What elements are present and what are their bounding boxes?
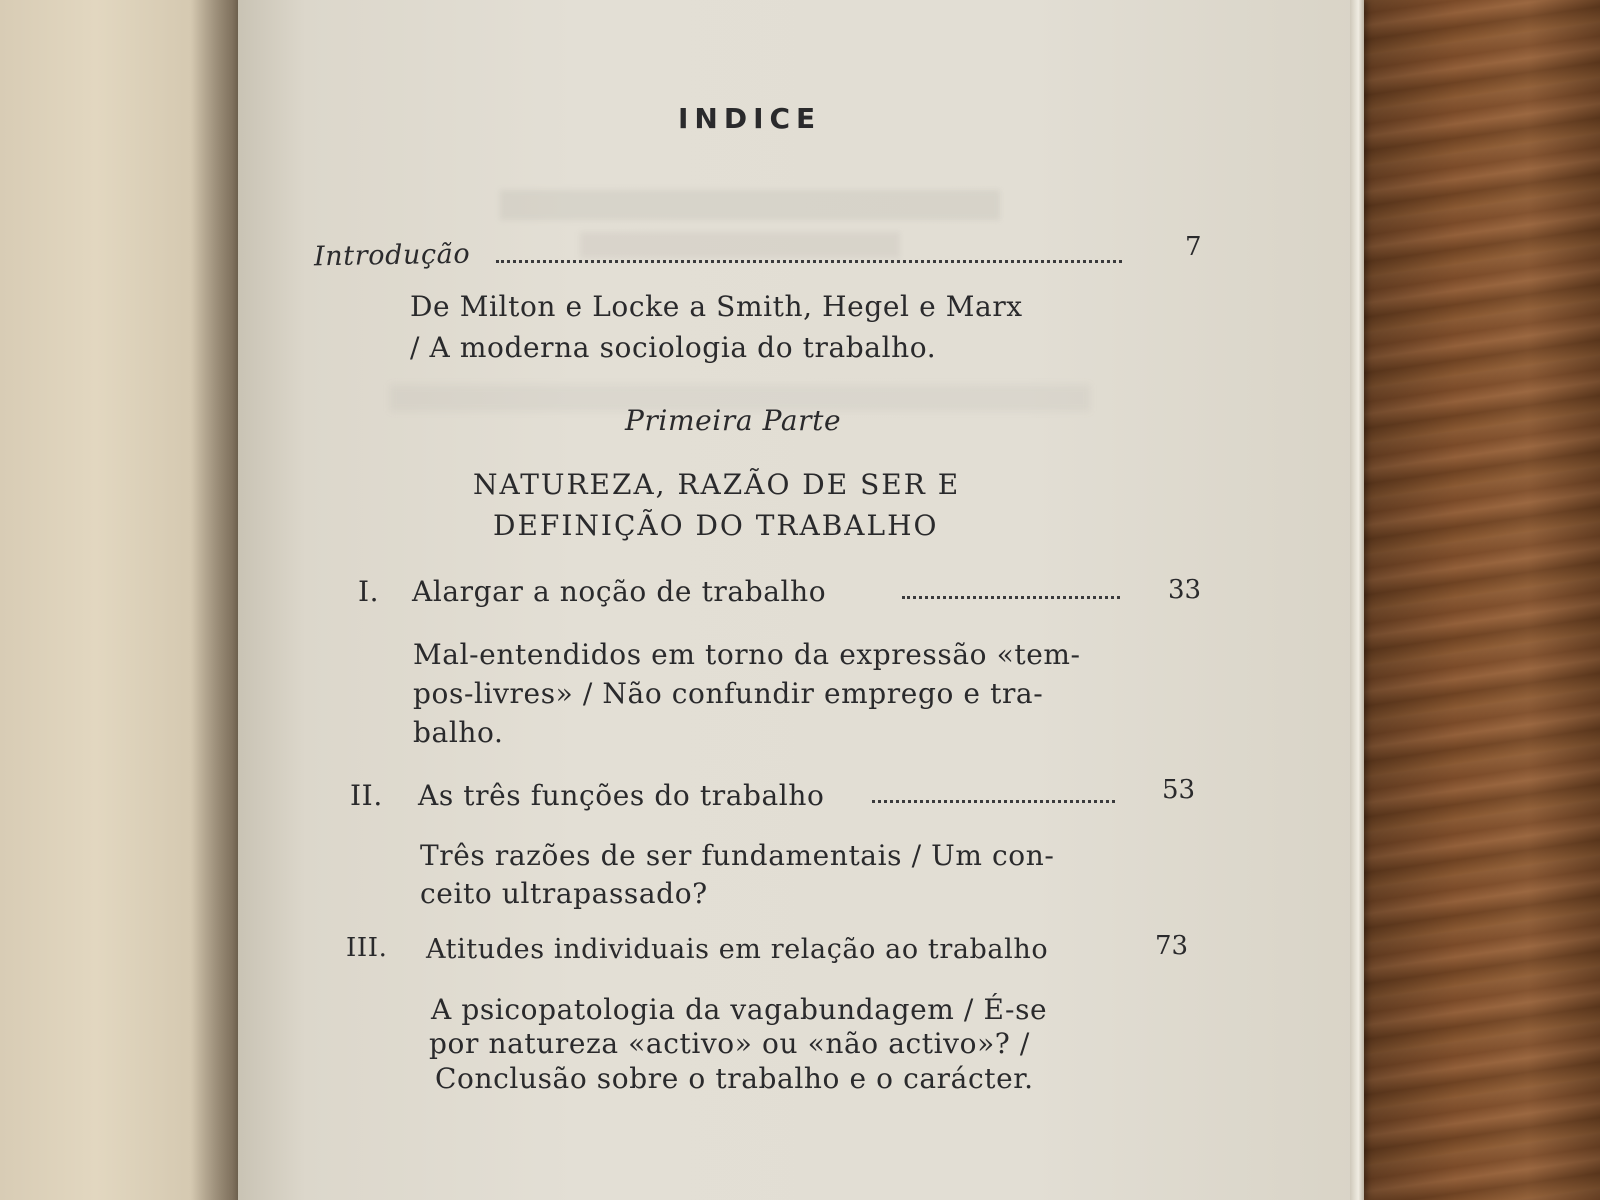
chapter-page-number: 53	[1162, 775, 1196, 805]
chapter-desc-line: Conclusão sobre o trabalho e o carácter.	[435, 1062, 1034, 1095]
chapter-desc-line: pos-livres» / Não confundir emprego e tra-	[413, 677, 1044, 710]
wood-grain-overlay	[1360, 0, 1600, 1200]
chapter-desc-line: A psicopatologia da vagabundagem / É-se	[431, 993, 1048, 1026]
chapter-desc-line: Mal-entendidos em torno da expressão «tem-	[413, 638, 1081, 671]
chapter-numeral: I.	[358, 575, 380, 608]
page-edge	[1350, 0, 1364, 1200]
intro-desc-line: / A moderna sociologia do trabalho.	[410, 331, 937, 364]
chapter-desc-line: por natureza «activo» ou «não activo»? /	[429, 1027, 1030, 1060]
intro-page-number: 7	[1185, 232, 1202, 262]
chapter-desc-line: ceito ultrapassado?	[420, 877, 708, 910]
intro-desc-line: De Milton e Locke a Smith, Hegel e Marx	[410, 290, 1023, 323]
chapter-title: Alargar a noção de trabalho	[412, 575, 827, 608]
part-label: Primeira Parte	[625, 404, 842, 437]
chapter-page-number: 33	[1168, 575, 1202, 605]
show-through-smudge	[500, 190, 1000, 220]
intro-label: Introdução	[313, 238, 471, 273]
page-title: INDICE	[678, 102, 822, 135]
show-through-smudge	[580, 232, 900, 258]
chapter-page-number: 73	[1155, 931, 1189, 961]
part-title-line: NATUREZA, RAZÃO DE SER E	[473, 468, 961, 501]
chapter-title: Atitudes individuais em relação ao trabalho	[426, 934, 1049, 965]
chapter-desc-line: balho.	[413, 716, 504, 749]
chapter-numeral: III.	[346, 933, 388, 963]
chapter-numeral: II.	[350, 779, 383, 812]
chapter-title: As três funções do trabalho	[418, 779, 825, 812]
chapter-leader-dots	[872, 798, 1115, 803]
chapter-desc-line: Três razões de ser fundamentais / Um con-	[420, 839, 1055, 872]
part-title-line: DEFINIÇÃO DO TRABALHO	[493, 509, 939, 542]
intro-leader-dots	[496, 258, 1122, 263]
chapter-leader-dots	[902, 594, 1120, 599]
